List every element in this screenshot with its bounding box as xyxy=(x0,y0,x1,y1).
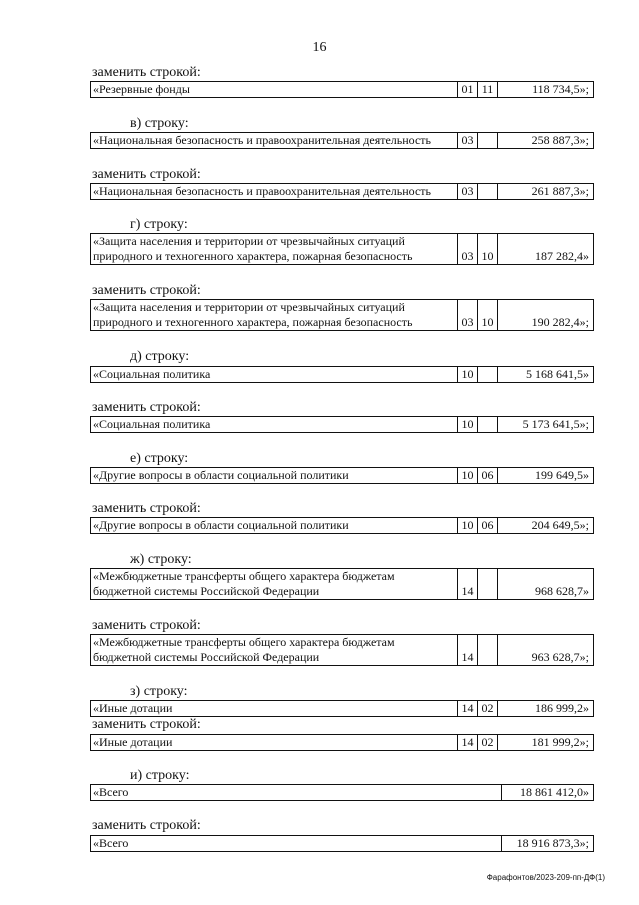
row-section-code: 03 xyxy=(458,300,478,331)
row-name-line1: «Защита населения и территории от чрезвычайных ситуаций xyxy=(93,300,405,314)
row-subsection-code xyxy=(478,367,498,383)
row-name-line2: бюджетной системы Российской Федерации xyxy=(93,584,320,598)
budget-row-other-social-new xyxy=(90,517,594,534)
row-name: «Социальная политика xyxy=(91,417,458,433)
budget-row-civil-protection-new xyxy=(90,299,594,331)
budget-row-national-security xyxy=(90,132,594,149)
row-section-code: 10 xyxy=(458,518,478,534)
row-subsection-code xyxy=(478,184,498,200)
row-name: «Всего xyxy=(91,836,502,852)
row-name: «Резервные фонды xyxy=(91,82,458,98)
row-name-line2: природного и техногенного характера, пожарная безопасность xyxy=(93,315,413,329)
row-name: «Иные дотации xyxy=(91,735,458,751)
row-section-code: 10 xyxy=(458,417,478,433)
row-section-code: 14 xyxy=(458,735,478,751)
row-amount: 261 887,3»; xyxy=(498,184,594,200)
row-amount: 204 649,5»; xyxy=(498,518,594,534)
item-b-label: в) строку: xyxy=(130,116,189,131)
budget-row-interbudget-transfers-new xyxy=(90,634,594,666)
row-amount: 18 861 412,0» xyxy=(502,785,594,801)
budget-row-total-new xyxy=(90,835,594,852)
replace-label: заменить строкой: xyxy=(92,501,201,516)
row-amount: 186 999,2» xyxy=(498,701,594,717)
row-name: «Иные дотации xyxy=(91,701,458,717)
row-name: «Другие вопросы в области социальной политики xyxy=(91,518,458,534)
row-amount: 5 168 641,5» xyxy=(498,367,594,383)
row-section-code: 03 xyxy=(458,234,478,265)
row-name-line1: «Межбюджетные трансферты общего характера бюджетам xyxy=(93,569,395,583)
row-name-line2: природного и техногенного характера, пожарная безопасность xyxy=(93,249,413,263)
row-subsection-code xyxy=(478,569,498,600)
budget-row-reserve-funds xyxy=(90,81,594,98)
row-name-line2: бюджетной системы Российской Федерации xyxy=(93,650,320,664)
row-amount: 968 628,7» xyxy=(498,569,594,600)
row-name: «Национальная безопасность и правоохранительная деятельность xyxy=(91,133,458,149)
item-zh-label: ж) строку: xyxy=(130,552,192,567)
row-amount: 187 282,4» xyxy=(498,234,594,265)
row-name-line1: «Защита населения и территории от чрезвычайных ситуаций xyxy=(93,234,405,248)
replace-label: заменить строкой: xyxy=(92,65,201,80)
budget-row-national-security-new xyxy=(90,183,594,200)
row-name xyxy=(91,569,458,600)
row-amount: 18 916 873,3»; xyxy=(502,836,594,852)
replace-label: заменить строкой: xyxy=(92,400,201,415)
row-section-code: 10 xyxy=(458,468,478,484)
row-amount: 190 282,4»; xyxy=(498,300,594,331)
row-amount: 181 999,2»; xyxy=(498,735,594,751)
replace-label: заменить строкой: xyxy=(92,818,201,833)
budget-row-social-policy xyxy=(90,366,594,383)
row-section-code: 03 xyxy=(458,133,478,149)
row-subsection-code xyxy=(478,635,498,666)
budget-row-other-subsidies xyxy=(90,700,594,717)
row-subsection-code: 06 xyxy=(478,518,498,534)
row-name: «Национальная безопасность и правоохранительная деятельность xyxy=(91,184,458,200)
row-subsection-code: 11 xyxy=(478,82,498,98)
row-subsection-code xyxy=(478,133,498,149)
page-number: 16 xyxy=(312,40,327,55)
row-amount: 258 887,3»; xyxy=(498,133,594,149)
row-name-line1: «Межбюджетные трансферты общего характера бюджетам xyxy=(93,635,395,649)
replace-label: заменить строкой: xyxy=(92,618,201,633)
document-reference-footer: Фарафонтов/2023-209-пп-ДФ(1) xyxy=(486,873,605,882)
budget-row-interbudget-transfers xyxy=(90,568,594,600)
row-section-code: 14 xyxy=(458,569,478,600)
replace-label: заменить строкой: xyxy=(92,283,201,298)
row-name: «Другие вопросы в области социальной политики xyxy=(91,468,458,484)
row-subsection-code: 02 xyxy=(478,735,498,751)
row-name: «Социальная политика xyxy=(91,367,458,383)
item-z-label: з) строку: xyxy=(130,684,188,699)
row-amount: 118 734,5»; xyxy=(498,82,594,98)
row-name: «Всего xyxy=(91,785,502,801)
budget-row-civil-protection xyxy=(90,233,594,265)
replace-label: заменить строкой: xyxy=(92,717,201,732)
replace-label: заменить строкой: xyxy=(92,167,201,182)
row-section-code: 03 xyxy=(458,184,478,200)
row-section-code: 10 xyxy=(458,367,478,383)
row-section-code: 14 xyxy=(458,701,478,717)
budget-row-other-subsidies-new xyxy=(90,734,594,751)
row-subsection-code: 10 xyxy=(478,234,498,265)
budget-row-other-social xyxy=(90,467,594,484)
item-e-label: е) строку: xyxy=(130,451,189,466)
row-subsection-code: 06 xyxy=(478,468,498,484)
row-subsection-code: 02 xyxy=(478,701,498,717)
row-name xyxy=(91,300,458,331)
row-section-code: 01 xyxy=(458,82,478,98)
budget-row-total xyxy=(90,784,594,801)
row-amount: 963 628,7»; xyxy=(498,635,594,666)
row-section-code: 14 xyxy=(458,635,478,666)
row-name xyxy=(91,234,458,265)
row-subsection-code xyxy=(478,417,498,433)
item-d-label: д) строку: xyxy=(130,349,190,364)
row-amount: 199 649,5» xyxy=(498,468,594,484)
row-amount: 5 173 641,5»; xyxy=(498,417,594,433)
item-i-label: и) строку: xyxy=(130,768,190,783)
row-subsection-code: 10 xyxy=(478,300,498,331)
row-name xyxy=(91,635,458,666)
item-g-label: г) строку: xyxy=(130,217,188,232)
budget-row-social-policy-new xyxy=(90,416,594,433)
